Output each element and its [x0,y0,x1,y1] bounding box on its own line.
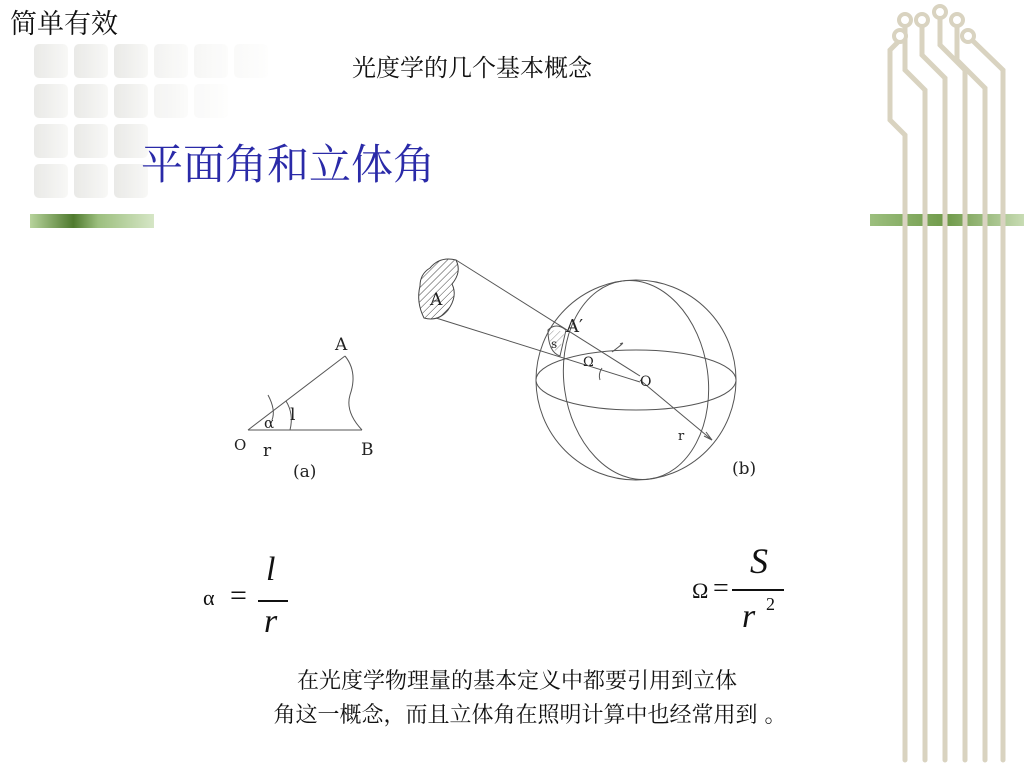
figure-b [436,260,736,489]
green-bar-left [30,214,154,228]
page-subtitle: 光度学的几个基本概念 [352,54,592,82]
fig-b-label-a-prime: A′ [566,316,584,337]
cone-line-bottom [436,318,640,382]
fig-a-line-oa [248,356,345,430]
formula-alpha [203,551,303,645]
fig-a-label-b: B [361,440,374,460]
fig-b-label-r: r [678,429,685,444]
formula-omega [692,540,802,640]
fig-a-label-o: O [234,436,247,454]
fig-b-label-a: A [430,290,443,310]
fig-a-arc-curve [345,356,362,430]
fig-b-caption: (b) [732,459,757,479]
formula-omega-eq: = [713,573,729,604]
formula-alpha-numerator: l [266,551,276,588]
formula-omega-numerator: S [750,541,768,581]
formula-alpha-lhs: α [203,585,215,610]
formula-omega-lhs: Ω [692,578,709,603]
formula-omega-denominator: r [742,598,756,635]
caption-line-1: 在光度学物理量的基本定义中都要引用到立体 [296,669,737,694]
angle-diagram [220,250,800,490]
corner-label: 简单有效 [10,9,118,40]
fig-b-label-s: s [551,337,558,351]
fig-a-label-a: A [335,335,348,355]
source-a-shape [419,259,459,319]
radius-arrow [704,432,712,440]
fig-a-label-alpha: α [264,414,275,432]
cone-line-top [456,260,640,376]
formula-omega-exponent: 2 [766,594,775,614]
fig-b-label-omega: Ω [583,355,594,370]
circuit-decoration [890,15,1003,760]
formula-alpha-eq: = [230,579,247,612]
page-title: 平面角和立体角 [141,140,436,189]
caption-line-2: 角这一概念，而且立体角在照明计算中也经常用到 。 [273,703,787,728]
sphere-outline [536,280,736,480]
fig-a-label-r: r [263,441,272,461]
fig-a-caption: (a) [293,462,317,482]
fig-b-label-o: O [640,374,652,390]
formula-alpha-denominator: r [264,603,278,640]
circuit-nodes [894,6,974,42]
formula-omega-fraction-bar [732,589,784,591]
formula-alpha-fraction-bar [258,600,288,602]
sphere-meridian [551,271,721,489]
fig-a-label-l: l [290,405,296,425]
